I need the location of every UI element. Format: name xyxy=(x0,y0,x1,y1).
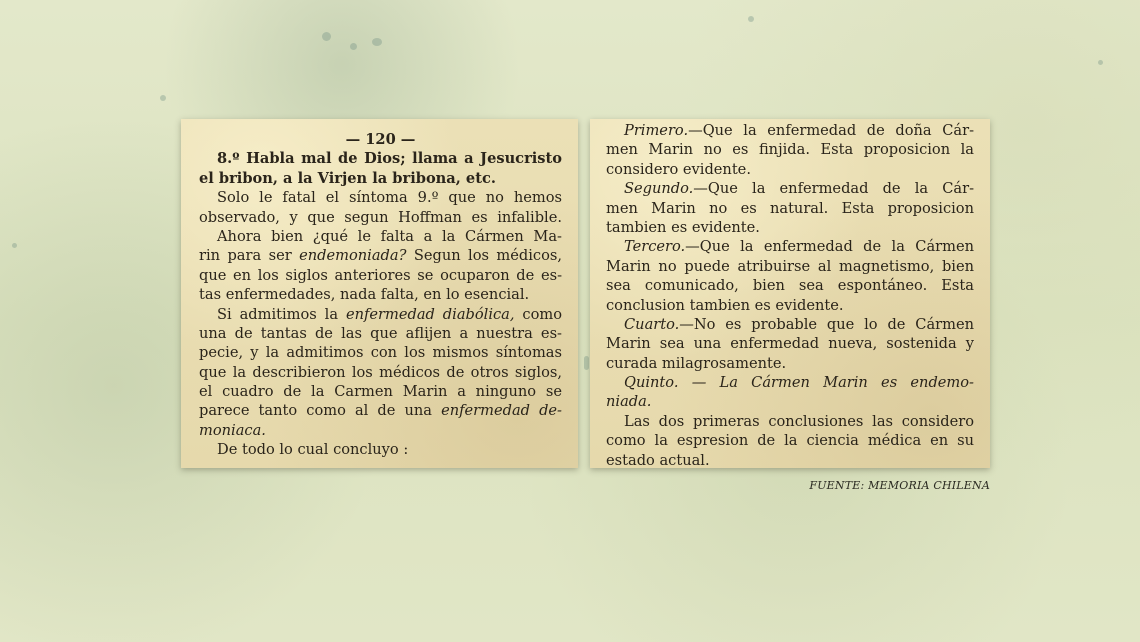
text-line: curada milagrosamente. xyxy=(606,354,787,372)
text-run: —Que la enfermedad de la Cár- xyxy=(693,180,974,198)
source-caption: FUENTE: MEMORIA CHILENA xyxy=(809,479,990,492)
text-line: observado, y que segun Hoffman es infalible. xyxy=(199,208,562,226)
italic-text: enfermedad de- xyxy=(441,402,562,420)
text-line: estado actual. xyxy=(606,451,710,469)
text-line xyxy=(606,315,974,334)
text-line: pecie, y la admitimos con los mismos síntomas xyxy=(199,344,562,362)
text-line xyxy=(199,401,562,420)
text-line: que la describieron los médicos de otros siglos, xyxy=(199,363,562,381)
stain-mark xyxy=(350,43,357,50)
text-line: men Marin no es finjida. Esta proposicion la xyxy=(606,141,974,159)
text-line: Marin no puede atribuirse al magnetismo, bien xyxy=(606,257,974,275)
text-line: el cuadro de la Carmen Marin a ninguno se xyxy=(199,383,562,401)
italic-text: niada. xyxy=(606,393,652,411)
stain-mark xyxy=(748,16,754,22)
text-run: —Que la enfermedad de doña Cár- xyxy=(688,122,974,139)
text-line xyxy=(606,179,974,198)
italic-text: enfermedad diabólica, xyxy=(345,305,515,323)
stain-mark xyxy=(12,243,17,248)
text-line: men Marin no es natural. Esta proposicion xyxy=(606,199,974,217)
text-run: parece tanto como al de una xyxy=(199,402,442,420)
text-line: el bribon, a la Virjen la bribona, etc. xyxy=(199,169,496,187)
right-page-text xyxy=(606,121,974,470)
text-line: tas enfermedades, nada falta, en lo esencial. xyxy=(199,286,530,304)
text-line xyxy=(199,246,562,265)
left-page-text xyxy=(199,149,562,459)
text-line: conclusion tambien es evidente. xyxy=(606,296,844,314)
italic-text: Tercero. xyxy=(624,238,686,256)
text-line xyxy=(606,121,974,140)
text-line xyxy=(606,392,974,411)
italic-text: Segundo. xyxy=(624,180,694,198)
text-line: que en los siglos anteriores se ocuparon de es- xyxy=(199,266,562,284)
text-line: una de tantas de las que aflijen a nuestra es- xyxy=(199,324,562,342)
text-line: Solo le fatal el síntoma 9.º que no hemos xyxy=(217,189,562,207)
text-run: rin para ser xyxy=(199,247,300,265)
text-run: —No es probable que lo de Cármen xyxy=(679,315,974,333)
text-run: Si admitimos la xyxy=(217,305,346,323)
text-line: sea comunicado, bien sea espontáneo. Esta xyxy=(606,277,974,295)
text-line: Ahora bien ¿qué le falta a la Cármen Ma- xyxy=(217,227,562,245)
stain-mark xyxy=(160,95,166,101)
stain-mark xyxy=(1098,60,1103,65)
text-run: como xyxy=(514,305,562,323)
right-book-page xyxy=(590,119,990,468)
text-run: —Que la enfermedad de la Cármen xyxy=(685,238,974,256)
stain-mark xyxy=(322,32,331,41)
text-line xyxy=(199,421,562,440)
italic-text: moniaca. xyxy=(199,421,266,439)
italic-text: endemoniada? xyxy=(299,247,407,265)
page-number-header: — 120 — xyxy=(345,131,416,148)
text-line xyxy=(606,373,974,392)
italic-text: Primero. xyxy=(624,122,689,139)
text-line xyxy=(199,305,562,324)
text-line: considero evidente. xyxy=(606,160,751,178)
text-line: 8.º Habla mal de Dios; llama a Jesucristo xyxy=(217,150,562,168)
italic-text: Cuarto. xyxy=(624,315,680,333)
text-line: De todo lo cual concluyo : xyxy=(217,441,409,459)
left-book-page xyxy=(181,119,578,468)
stain-mark xyxy=(584,356,589,370)
text-line xyxy=(606,237,974,256)
text-line: Las dos primeras conclusiones las considero xyxy=(624,412,974,430)
text-line: tambien es evidente. xyxy=(606,218,760,236)
text-line: como la espresion de la ciencia médica en su xyxy=(606,432,974,450)
text-line: Marin sea una enfermedad nueva, sostenida y xyxy=(606,335,974,353)
stain-mark xyxy=(372,38,382,46)
italic-text: Quinto. — La Cármen Marin es endemo- xyxy=(624,374,974,392)
text-run: Segun los médicos, xyxy=(406,247,562,265)
